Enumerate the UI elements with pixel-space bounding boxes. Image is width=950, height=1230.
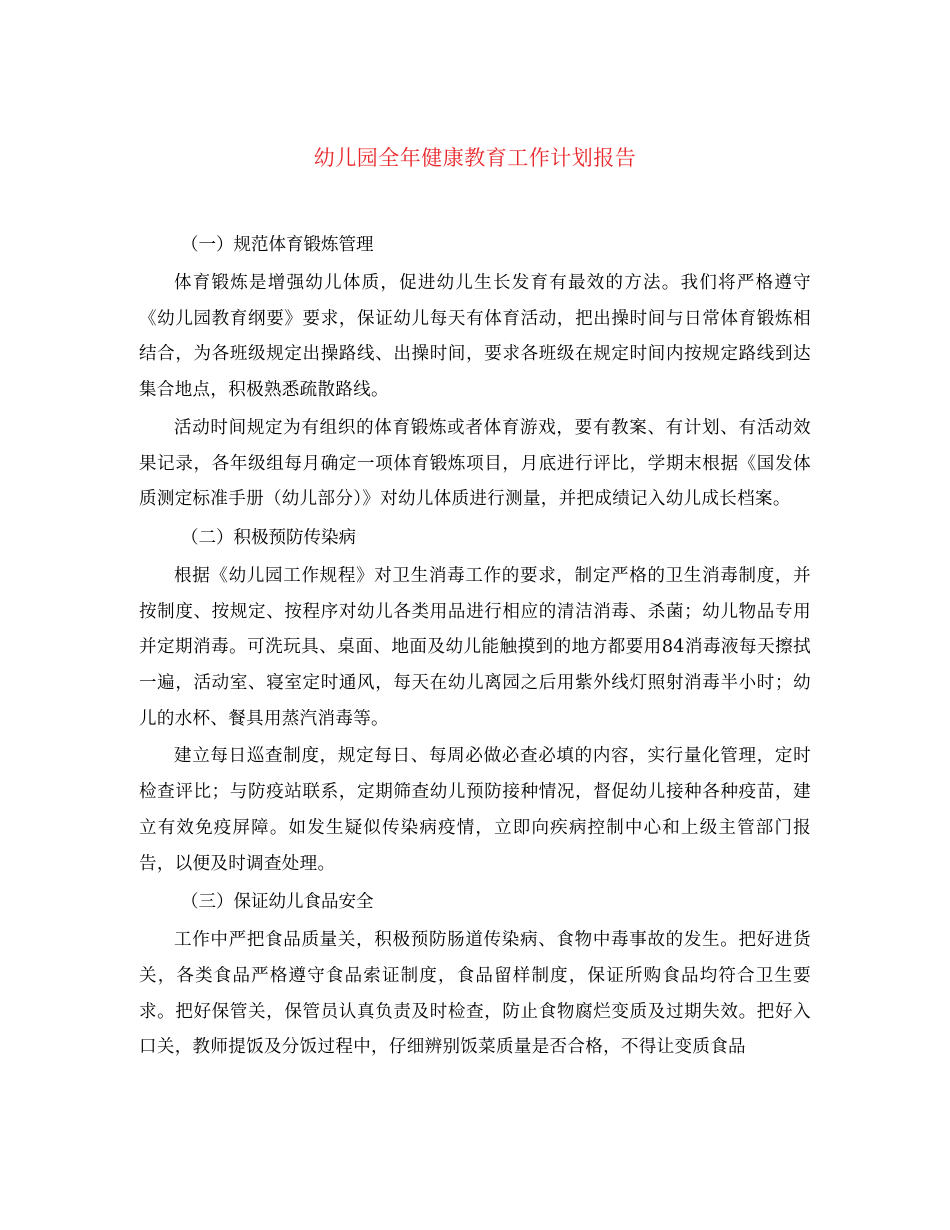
section-2-paragraph-2: 建立每日巡查制度，规定每日、每周必做必查必填的内容，实行量化管理，定时检查评比；与防疫站联系，定期筛查幼儿预防接种情况，督促幼儿接种各种疫苗，建立有效免疫屏障。如发生疑似传染病疫情，立即向疾病控制中心和上级主管部门报告，以便及时调查处理。 — [139, 746, 811, 874]
section-1-paragraph-1: 体育锻炼是增强幼儿体质，促进幼儿生长发育有最效的方法。我们将严格遵守《幼儿园教育纲要》要求，保证幼儿每天有体育活动，把出操时间与日常体育锻炼相结合，为各班级规定出操路线、出操时间，要求各班级在规定时间内按规定路线到达集合地点，积极熟悉疏散路线。 — [139, 273, 811, 401]
document-body — [139, 227, 811, 1066]
section-heading-1: （一）规范体育锻炼管理 — [181, 235, 374, 255]
section-heading-2: （二）积极预防传染病 — [181, 527, 356, 548]
section-3-paragraph-1: 工作中严把食品质量关，积极预防肠道传染病、食物中毒事故的发生。把好进货关，各类食品严格遵守食品索证制度，食品留样制度，保证所购食品均符合卫生要求。把好保管关，保管员认真负责及时检查，防止食物腐烂变质及过期失效。把好入口关，教师提饭及分饭过程中，仔细辨别饭菜质量是否合格，不得让变质食品 — [139, 930, 811, 1058]
document-title: 幼儿园全年健康教育工作计划报告 — [313, 146, 637, 170]
section-1-paragraph-2: 活动时间规定为有组织的体育锻炼或者体育游戏，要有教案、有计划、有活动效果记录，各年级组每月确定一项体育锻炼项目，月底进行评比，学期末根据《国发体质测定标准手册（幼儿部分）》对幼儿体质进行测量，并把成绩记入幼儿成长档案。 — [139, 417, 811, 510]
section-2-paragraph-1: 根据《幼儿园工作规程》对卫生消毒工作的要求，制定严格的卫生消毒制度，并按制度、按规定、按程序对幼儿各类用品进行相应的清洁消毒、杀菌；幼儿物品专用并定期消毒。可洗玩具、桌面、地面及幼儿能触摸到的地方都要用84消毒液每天擦拭一遍，活动室、寝室定时通风，每天在幼儿离园之后用紫外线灯照射消毒半小时；幼儿的水杯、餐具用蒸汽消毒等。 — [139, 565, 811, 729]
section-heading-3: （三）保证幼儿食品安全 — [181, 892, 374, 913]
